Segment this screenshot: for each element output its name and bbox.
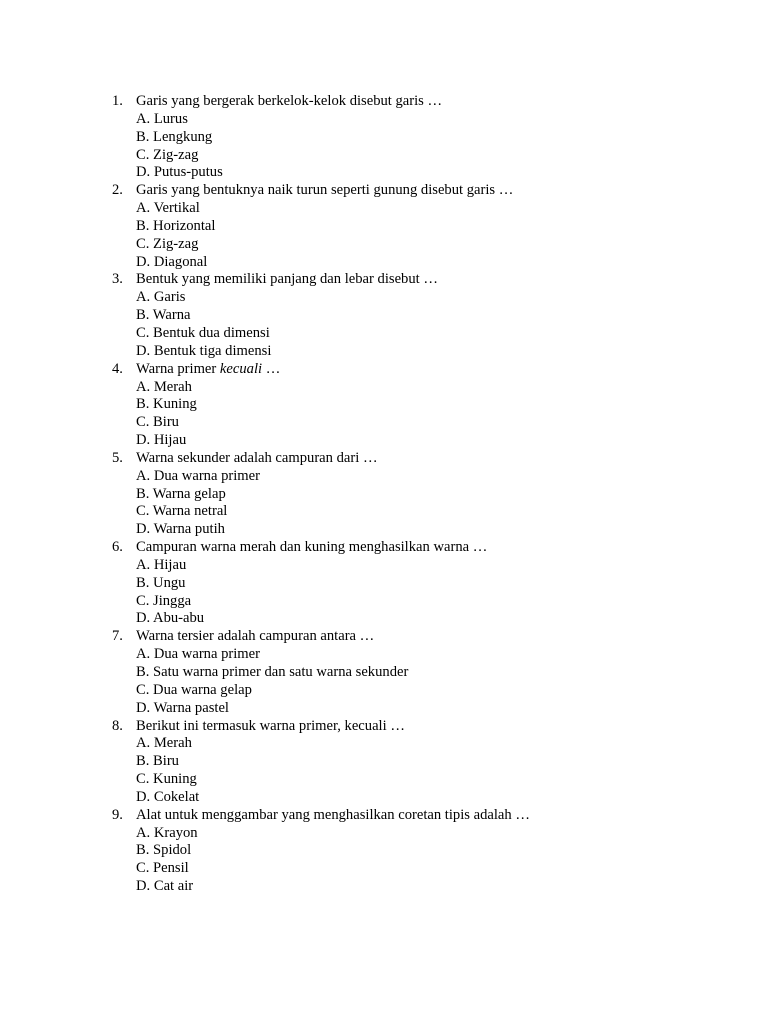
option-text: A. Hijau: [136, 556, 187, 573]
question-number: 7.: [112, 628, 123, 645]
option-5a: [0, 468, 768, 486]
question-number: 4.: [112, 360, 123, 377]
question-text: Berikut ini termasuk warna primer, kecuali …: [136, 717, 405, 734]
option-text: A. Dua warna primer: [136, 646, 260, 663]
option-text: D. Bentuk tiga dimensi: [136, 342, 272, 359]
option-6c: [0, 593, 768, 611]
option-6a: [0, 557, 768, 575]
option-8c: [0, 771, 768, 789]
question-4: [0, 361, 768, 379]
option-3c: [0, 325, 768, 343]
option-3d: [0, 343, 768, 361]
option-text: A. Lurus: [136, 110, 188, 127]
option-text: D. Warna putih: [136, 521, 225, 538]
option-text: A. Merah: [136, 378, 192, 395]
question-number: 1.: [112, 93, 123, 109]
option-1b: [0, 129, 768, 147]
question-8: [0, 718, 768, 736]
question-text-start: Warna primer: [136, 360, 220, 377]
question-9: [0, 807, 768, 825]
option-text: A. Garis: [136, 289, 186, 306]
option-7d: [0, 700, 768, 718]
option-1d: [0, 164, 768, 182]
option-5c: [0, 503, 768, 521]
question-text: Alat untuk menggambar yang menghasilkan coretan tipis adalah …: [136, 806, 530, 823]
question-5: [0, 450, 768, 468]
question-6: [0, 539, 768, 557]
question-7: [0, 628, 768, 646]
option-9c: [0, 860, 768, 878]
option-9d: [0, 878, 768, 896]
option-5d: [0, 521, 768, 539]
option-text: B. Kuning: [136, 396, 197, 413]
option-text: D. Putus-putus: [136, 164, 223, 181]
option-text: D. Hijau: [136, 432, 187, 449]
question-number: 8.: [112, 717, 123, 734]
option-text: D. Abu-abu: [136, 610, 205, 627]
option-text: C. Biru: [136, 414, 179, 431]
option-1c: [0, 147, 768, 165]
option-text: D. Warna pastel: [136, 699, 229, 716]
option-text: C. Zig-zag: [136, 146, 199, 163]
question-text-italic: kecuali: [219, 360, 263, 377]
question-number: 2.: [112, 182, 123, 199]
option-text: B. Warna gelap: [136, 485, 226, 502]
option-text: C. Zig-zag: [136, 235, 199, 252]
option-1a: [0, 111, 768, 129]
option-4c: [0, 414, 768, 432]
option-text: C. Jingga: [136, 592, 192, 609]
question-number: 6.: [112, 539, 123, 556]
option-2d: [0, 254, 768, 272]
option-8b: [0, 753, 768, 771]
question-number: 3.: [112, 271, 123, 288]
question-text: Garis yang bergerak berkelok-kelok disebut garis …: [136, 93, 443, 109]
option-7b: [0, 664, 768, 682]
option-text: A. Krayon: [136, 824, 198, 841]
question-3: [0, 271, 768, 289]
option-2a: [0, 200, 768, 218]
option-text: B. Warna: [136, 307, 191, 324]
option-2b: [0, 218, 768, 236]
option-8a: [0, 735, 768, 753]
question-1: [0, 93, 768, 111]
option-text: B. Ungu: [136, 574, 186, 591]
option-text: B. Horizontal: [136, 217, 216, 234]
option-text: B. Biru: [136, 753, 179, 770]
question-text: [136, 361, 280, 379]
option-4d: [0, 432, 768, 450]
question-list: [0, 93, 768, 896]
option-text: B. Spidol: [136, 842, 192, 859]
option-4b: [0, 396, 768, 414]
option-5b: [0, 486, 768, 504]
question-text: Warna tersier adalah campuran antara …: [136, 628, 375, 645]
option-text: C. Bentuk dua dimensi: [136, 324, 270, 341]
question-text: Campuran warna merah dan kuning menghasilkan warna …: [136, 539, 488, 556]
option-8d: [0, 789, 768, 807]
option-text: A. Merah: [136, 735, 192, 752]
question-2: [0, 182, 768, 200]
option-6d: [0, 610, 768, 628]
option-2c: [0, 236, 768, 254]
question-text-end: …: [262, 360, 281, 377]
option-text: D. Cat air: [136, 878, 194, 895]
option-9a: [0, 825, 768, 843]
question-text: Garis yang bentuknya naik turun seperti gunung disebut garis …: [136, 182, 514, 199]
option-7c: [0, 682, 768, 700]
option-7a: [0, 646, 768, 664]
option-text: A. Dua warna primer: [136, 467, 260, 484]
option-text: C. Kuning: [136, 771, 197, 788]
question-text: Bentuk yang memiliki panjang dan lebar disebut …: [136, 271, 438, 288]
option-text: D. Diagonal: [136, 253, 208, 270]
question-text: Warna sekunder adalah campuran dari …: [136, 449, 378, 466]
option-text: C. Dua warna gelap: [136, 681, 252, 698]
option-text: C. Warna netral: [136, 503, 228, 520]
option-text: B. Lengkung: [136, 128, 213, 145]
question-number: 5.: [112, 449, 123, 466]
option-text: B. Satu warna primer dan satu warna sekunder: [136, 664, 409, 680]
option-text: A. Vertikal: [136, 200, 200, 217]
option-text: C. Pensil: [136, 860, 189, 877]
question-number: 9.: [112, 806, 123, 823]
option-text: D. Cokelat: [136, 788, 200, 805]
option-9b: [0, 842, 768, 860]
option-4a: [0, 379, 768, 397]
option-3b: [0, 307, 768, 325]
option-3a: [0, 289, 768, 307]
option-6b: [0, 575, 768, 593]
